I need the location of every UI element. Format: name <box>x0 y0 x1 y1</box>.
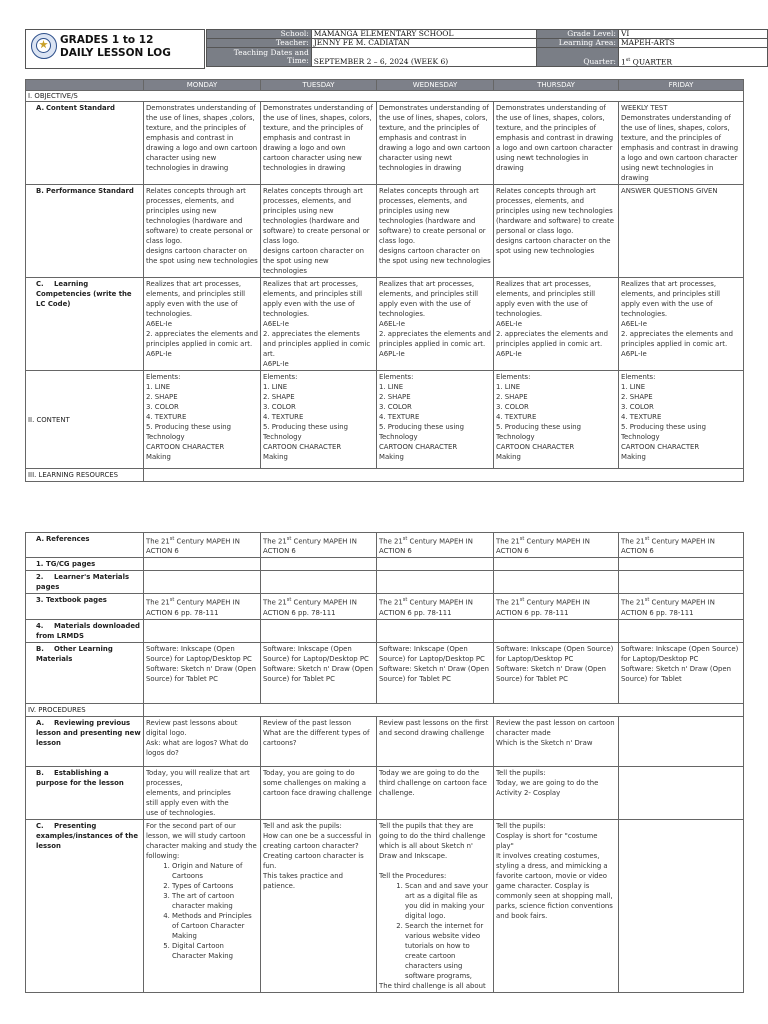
cell-references-wed <box>377 533 494 558</box>
list-item: 2. Search the internet for various website video tutorials on how to create cartoon characters using software programs, <box>405 921 491 981</box>
ref-sup: st <box>286 536 292 542</box>
ref-sup: st <box>519 536 525 542</box>
row-letter: B. <box>36 187 44 195</box>
tb-text: The 21 <box>146 598 170 607</box>
cell-other-thu: Software: Inkscape (Open Source) for Laptop/Desktop PC Software: Sketch n' Draw (Open Source) for Tablet PC <box>494 642 619 703</box>
tb-sup: st <box>519 597 525 604</box>
cell-competency-tue: Realizes that art processes, elements, and principles still apply even with the use of technologies. A6EL-Ie 2. appreciates the elements and principles applied in comic art. A6PL-Ie <box>261 278 377 371</box>
cell-competency-thu: Realizes that art processes, elements, and principles still apply even with the use of technologies. A6EL-Ie 2. appreciates the elements and principles applied in comic art. A6PL-Ie <box>494 278 619 371</box>
tb-sup: st <box>169 597 175 604</box>
blank-header-cell <box>26 80 144 91</box>
cell-presenting-tue: Tell and ask the pupils: How can one be a successful in creating cartoon character? Creating cartoon character is fun. This takes practice and patience. <box>261 819 377 992</box>
cell-lm-mon <box>144 571 261 594</box>
ref-text-rest: Century MAPEH IN ACTION 6 <box>621 537 715 556</box>
deped-seal-icon <box>31 33 57 59</box>
row-letter: 1. <box>36 560 44 569</box>
row-label-lm <box>26 571 144 594</box>
dates-label <box>207 48 312 67</box>
ref-text-rest: Century MAPEH IN ACTION 6 <box>496 537 590 556</box>
cell-references-tue <box>261 533 377 558</box>
cell-other-wed: Software: Inkscape (Open Source) for Laptop/Desktop PC Software: Sketch n' Draw (Open Source) for Tablet PC <box>377 642 494 703</box>
row-label-text: Establishing a purpose for the lesson <box>36 768 124 787</box>
cell-review-fri <box>619 716 744 766</box>
dates-label-line-1: Teaching Dates and <box>233 48 309 57</box>
cell-performance-tue: Relates concepts through art processes, elements, and principles using new technologies (hardware and software) to create personal or class logo. designs cartoon character on the spot using new technologies <box>261 185 377 278</box>
cell-lrmds-mon <box>144 619 261 642</box>
tb-sup: st <box>644 597 650 604</box>
cell-presenting-mon <box>144 819 261 992</box>
section-resources: III. LEARNING RESOURCES <box>26 469 144 482</box>
row-letter: B. <box>36 768 44 777</box>
title-line-1: GRADES 1 to 12 <box>60 34 154 46</box>
row-label-text: Performance Standard <box>46 187 134 195</box>
row-label-text: Textbook pages <box>46 596 107 605</box>
cell-competency-fri: Realizes that art processes, elements, and principles still apply even with the use of technologies. A6EL-Ie 2. appreciates the elements and principles applied in comic art. A6PL-Ie <box>619 278 744 371</box>
cell-lrmds-wed <box>377 619 494 642</box>
row-label-tg <box>26 558 144 571</box>
cell-tg-mon <box>144 558 261 571</box>
cell-tg-fri <box>619 558 744 571</box>
section-procedures: IV. PROCEDURES <box>26 703 144 716</box>
cell-presenting-thu: Tell the pupils: Cosplay is short for "costume play" It involves creating costumes, styling a dress, and mimicking a favorite cartoon, movie or video game character. Cosplay is commonly seen at shopping mall, parks, science fiction conventions and book fairs. <box>494 819 619 992</box>
area-label: Learning Area: <box>536 39 618 48</box>
day-header-thursday: THURSDAY <box>494 80 619 91</box>
ref-text: The 21 <box>263 537 287 546</box>
cell-textbook-tue <box>261 594 377 619</box>
row-letter: C. <box>36 821 44 830</box>
list-item: 3. The art of cartoon character making <box>172 891 258 911</box>
list-item: 1. Scan and and save your art as a digital file as you did in making your digital logo. <box>405 881 491 921</box>
row-letter: A. <box>36 718 45 727</box>
row-label-text: Reviewing previous lesson and presenting new lesson <box>36 718 141 747</box>
cell-lm-tue <box>261 571 377 594</box>
row-letter: B. <box>36 644 44 653</box>
day-header-wednesday: WEDNESDAY <box>377 80 494 91</box>
tb-text: The 21 <box>379 598 403 607</box>
cell-content-standard-wed: Demonstrates understanding of the use of lines, shapes, colors, texture, and the principles of emphasis and contrast in drawing a logo and own cartoon character using newt technologies in drawing <box>377 102 494 185</box>
presenting-wed-intro: Tell the pupils that they are going to do the third challenge which is all about Sketch n' Draw and Inkscape. Tell the Procedures: <box>379 821 486 880</box>
row-letter: 2. <box>36 573 44 582</box>
area-value: MAPEH-ARTS <box>618 39 767 48</box>
quarter-value <box>618 48 767 67</box>
objectives-content-table <box>25 79 744 482</box>
school-label: School: <box>207 30 312 39</box>
school-value: MAMANGA ELEMENTARY SCHOOL <box>311 30 536 39</box>
tb-sup: st <box>402 597 408 604</box>
cell-performance-mon: Relates concepts through art processes, elements, and principles using new technologies (hardware and software) to create personal or class logo. designs cartoon character on the spot using new technologies <box>144 185 261 278</box>
cell-review-thu: Review the past lesson on cartoon character made Which is the Sketch n' Draw <box>494 716 619 766</box>
ref-sup: st <box>402 536 408 542</box>
day-header-tuesday: TUESDAY <box>261 80 377 91</box>
quarter-label: Quarter: <box>536 48 618 67</box>
list-item: 1. Origin and Nature of Cartoons <box>172 861 258 881</box>
cell-lrmds-tue <box>261 619 377 642</box>
cell-other-tue: Software: Inkscape (Open Source) for Laptop/Desktop PC Software: Sketch n' Draw (Open Source) for Tablet PC <box>261 642 377 703</box>
tb-text-rest: Century MAPEH IN ACTION 6 pp. 78-111 <box>621 598 715 617</box>
tb-text-rest: Century MAPEH IN ACTION 6 pp. 78-111 <box>379 598 473 617</box>
cell-presenting-wed <box>377 819 494 992</box>
presenting-wed-outro: The third challenge is all about <box>379 981 486 990</box>
cell-lm-fri <box>619 571 744 594</box>
list-item: 4. Methods and Principles of Cartoon Character Making <box>172 911 258 941</box>
cell-content-mon: Elements: 1. LINE 2. SHAPE 3. COLOR 4. TEXTURE 5. Producing these using Technology CARTOON CHARACTER Making <box>144 371 261 469</box>
teacher-label: Teacher: <box>207 39 312 48</box>
row-label-content-standard <box>26 102 144 185</box>
ref-text-rest: Century MAPEH IN ACTION 6 <box>146 537 240 556</box>
section-objectives: I. OBJECTIVE/S <box>26 91 744 102</box>
ref-text: The 21 <box>379 537 403 546</box>
tb-text-rest: Century MAPEH IN ACTION 6 pp. 78-111 <box>146 598 240 617</box>
cell-performance-wed: Relates concepts through art processes, elements, and principles using new technologies (hardware and software) to create personal or class logo. designs cartoon character on the spot using new technologies <box>377 185 494 278</box>
cell-purpose-thu: Tell the pupils: Today, we are going to do the Activity 2- Cosplay <box>494 766 619 819</box>
cell-textbook-thu <box>494 594 619 619</box>
presenting-mon-list <box>146 861 258 961</box>
tb-sup: st <box>286 597 292 604</box>
grade-value: VI <box>618 30 767 39</box>
cell-content-thu: Elements: 1. LINE 2. SHAPE 3. COLOR 4. TEXTURE 5. Producing these using Technology CARTOON CHARACTER Making <box>494 371 619 469</box>
list-item: 2. Types of Cartoons <box>172 881 258 891</box>
cell-lrmds-fri <box>619 619 744 642</box>
row-label-text: Learning Competencies (write the LC Code) <box>36 280 132 308</box>
row-letter: A. <box>36 535 45 543</box>
row-label-textbook <box>26 594 144 619</box>
document-title <box>60 34 171 60</box>
row-label-competencies <box>26 278 144 371</box>
section-content: II. CONTENT <box>26 371 144 469</box>
cell-content-standard-mon: Demonstrates understanding of the use of lines, shapes ,colors, texture, and the principles of emphasis and contrast in drawing a logo and own cartoon character using new technologies in drawing <box>144 102 261 185</box>
cell-competency-wed: Realizes that art processes, elements, and principles still apply even with the use of technologies. A6EL-Ie 2. appreciates the elements and principles applied in comic art. A6PL-Ie <box>377 278 494 371</box>
cell-content-wed: Elements: 1. LINE 2. SHAPE 3. COLOR 4. TEXTURE 5. Producing these using Technology CARTOON CHARACTER Making <box>377 371 494 469</box>
dates-value: SEPTEMBER 2 – 6, 2024 (WEEK 6) <box>311 48 536 67</box>
procedures-empty-cell <box>144 703 744 716</box>
cell-references-fri <box>619 533 744 558</box>
quarter-word: QUARTER <box>630 57 672 66</box>
resources-procedures-table <box>25 532 744 993</box>
ref-text-rest: Century MAPEH IN ACTION 6 <box>263 537 357 556</box>
row-letter: 4. <box>36 621 44 630</box>
ref-text: The 21 <box>621 537 645 546</box>
cell-content-fri: Elements: 1. LINE 2. SHAPE 3. COLOR 4. TEXTURE 5. Producing these using Technology CARTOON CHARACTER Making <box>619 371 744 469</box>
row-label-other-materials <box>26 642 144 703</box>
ref-text-rest: Century MAPEH IN ACTION 6 <box>379 537 473 556</box>
row-letter: 3. <box>36 596 44 605</box>
row-label-purpose <box>26 766 144 819</box>
tb-text: The 21 <box>496 598 520 607</box>
info-table <box>206 29 768 67</box>
row-label-performance-standard <box>26 185 144 278</box>
row-label-text: TG/CG pages <box>46 560 96 569</box>
cell-textbook-mon <box>144 594 261 619</box>
tb-text: The 21 <box>263 598 287 607</box>
cell-competency-mon: Realizes that art processes, elements, and principles still apply even with the use of technologies. A6EL-Ie 2. appreciates the elements and principles applied in comic art. A6PL-Ie <box>144 278 261 371</box>
resources-empty-cell <box>144 469 744 482</box>
cell-purpose-tue: Today, you are going to do some challenges on making a cartoon face drawing challenge <box>261 766 377 819</box>
presenting-wed-list <box>379 881 491 981</box>
cell-content-tue: Elements: 1. LINE 2. SHAPE 3. COLOR 4. TEXTURE 5. Producing these using Technology CARTOON CHARACTER Making <box>261 371 377 469</box>
tb-text: The 21 <box>621 598 645 607</box>
row-label-lrmds <box>26 619 144 642</box>
cell-purpose-wed: Today we are going to do the third challenge on cartoon face challenge. <box>377 766 494 819</box>
ref-sup: st <box>169 536 175 542</box>
ref-sup: st <box>644 536 650 542</box>
row-label-text: Materials downloaded from LRMDS <box>36 621 140 640</box>
row-letter: A. <box>36 104 45 112</box>
cell-textbook-fri <box>619 594 744 619</box>
cell-review-mon: Review past lessons about digital logo. Ask: what are logos? What do logos do? <box>144 716 261 766</box>
day-header-friday: FRIDAY <box>619 80 744 91</box>
cell-performance-thu: Relates concepts through art processes, elements, and principles using new technologies (hardware and software) to create personal or class logo. designs cartoon character on the spot using new technologies <box>494 185 619 278</box>
cell-tg-thu <box>494 558 619 571</box>
cell-lrmds-thu <box>494 619 619 642</box>
cell-content-standard-fri: WEEKLY TEST Demonstrates understanding of the use of lines, shapes, colors, texture, and the principles of emphasis and contrast in drawing a logo and own cartoon character using newt technologies in drawing <box>619 102 744 185</box>
row-label-text: Presenting examples/instances of the lesson <box>36 821 139 850</box>
tb-text-rest: Century MAPEH IN ACTION 6 pp. 78-111 <box>496 598 590 617</box>
cell-lm-wed <box>377 571 494 594</box>
cell-content-standard-thu: Demonstrates understanding of the use of lines, shapes, colors, texture, and the principles of emphasis and contrast in drawing a logo and own cartoon character using newt technologies in drawing <box>494 102 619 185</box>
cell-content-standard-tue: Demonstrates understanding of the use of lines, shapes, colors, texture, and the principles of emphasis and contrast in drawing a logo and own cartoon character using new technologies in drawing <box>261 102 377 185</box>
cell-other-mon: Software: Inkscape (Open Source) for Laptop/Desktop PC Software: Sketch n' Draw (Open Source) for Tablet PC <box>144 642 261 703</box>
presenting-mon-intro: For the second part of our lesson, we will study cartoon character making and study the following: <box>146 821 257 860</box>
day-header-monday: MONDAY <box>144 80 261 91</box>
list-item: 5. Digital Cartoon Character Making <box>172 941 258 961</box>
cell-other-fri: Software: Inkscape (Open Source) for Laptop/Desktop PC Software: Sketch n' Draw (Open Source) for Tablet <box>619 642 744 703</box>
quarter-suffix: st <box>625 56 631 63</box>
cell-presenting-fri <box>619 819 744 992</box>
title-line-2: DAILY LESSON LOG <box>60 47 171 59</box>
cell-performance-fri: ANSWER QUESTIONS GIVEN <box>619 185 744 278</box>
row-label-text: Other Learning Materials <box>36 644 113 663</box>
row-label-references <box>26 533 144 558</box>
ref-text: The 21 <box>496 537 520 546</box>
teacher-value: JENNY FE M. CADIATAN <box>311 39 536 48</box>
dates-label-line-2: Time: <box>287 56 309 65</box>
cell-purpose-fri <box>619 766 744 819</box>
row-label-presenting <box>26 819 144 992</box>
cell-textbook-wed <box>377 594 494 619</box>
tb-text-rest: Century MAPEH IN ACTION 6 pp. 78-111 <box>263 598 357 617</box>
cell-review-wed: Review past lessons on the first and second drawing challenge <box>377 716 494 766</box>
cell-references-mon <box>144 533 261 558</box>
row-letter: C. <box>36 280 44 288</box>
cell-lm-thu <box>494 571 619 594</box>
cell-tg-tue <box>261 558 377 571</box>
ref-text: The 21 <box>146 537 170 546</box>
quarter-number: 1 <box>620 57 626 66</box>
grade-label: Grade Level: <box>536 30 618 39</box>
row-label-reviewing <box>26 716 144 766</box>
cell-purpose-mon: Today, you will realize that art processes, elements, and principles still apply even with the use of technologies. <box>144 766 261 819</box>
row-label-text: Content Standard <box>46 104 115 112</box>
cell-review-tue: Review of the past lesson What are the different types of cartoons? <box>261 716 377 766</box>
row-label-text: References <box>46 535 90 543</box>
row-label-text: Learner's Materials pages <box>36 573 130 592</box>
cell-references-thu <box>494 533 619 558</box>
cell-tg-wed <box>377 558 494 571</box>
